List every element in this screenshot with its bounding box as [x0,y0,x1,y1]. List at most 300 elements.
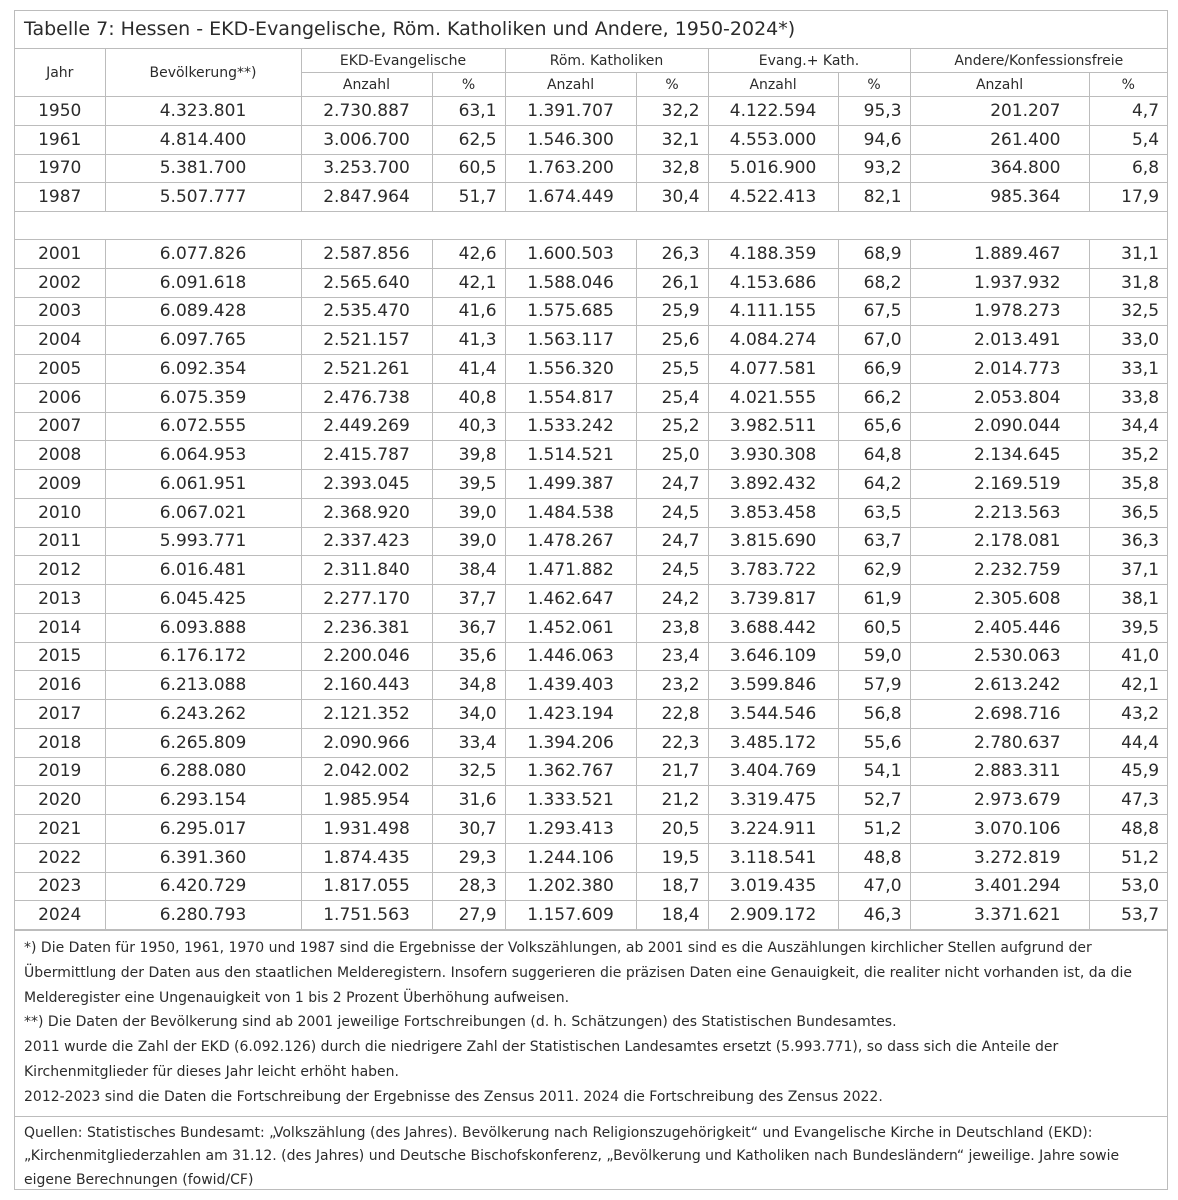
header-anzahl: Anzahl [708,73,838,97]
cell-jahr: 2022 [15,843,105,872]
cell-katholiken-percent: 32,8 [636,154,708,183]
cell-bevoelkerung: 6.077.826 [105,240,301,269]
cell-ekd-percent: 36,7 [432,613,505,642]
table-row [15,383,1167,412]
cell-evang-kath-anzahl: 4.111.155 [708,297,838,326]
cell-katholiken-anzahl: 1.471.882 [505,556,636,585]
cell-katholiken-percent: 18,4 [636,901,708,930]
cell-katholiken-anzahl: 1.499.387 [505,470,636,499]
cell-evang-kath-anzahl: 4.153.686 [708,268,838,297]
cell-andere-anzahl: 2.973.679 [910,786,1089,815]
cell-ekd-percent: 28,3 [432,872,505,901]
table-row [15,268,1167,297]
cell-evang-kath-anzahl: 3.815.690 [708,527,838,556]
cell-katholiken-percent: 23,2 [636,671,708,700]
cell-andere-anzahl: 1.889.467 [910,240,1089,269]
cell-katholiken-percent: 25,2 [636,412,708,441]
cell-evang-kath-percent: 64,8 [838,441,910,470]
cell-andere-percent: 33,8 [1089,383,1167,412]
cell-katholiken-percent: 22,8 [636,700,708,729]
cell-andere-percent: 53,7 [1089,901,1167,930]
cell-andere-anzahl: 3.371.621 [910,901,1089,930]
cell-evang-kath-anzahl: 4.188.359 [708,240,838,269]
cell-katholiken-percent: 20,5 [636,815,708,844]
cell-evang-kath-percent: 55,6 [838,728,910,757]
header-anzahl: Anzahl [910,73,1089,97]
cell-andere-anzahl: 2.014.773 [910,355,1089,384]
cell-jahr: 1950 [15,97,105,126]
cell-ekd-anzahl: 2.368.920 [301,498,432,527]
cell-evang-kath-percent: 67,5 [838,297,910,326]
cell-katholiken-percent: 24,5 [636,556,708,585]
cell-ekd-percent: 40,3 [432,412,505,441]
cell-andere-percent: 39,5 [1089,613,1167,642]
table-row [15,441,1167,470]
cell-jahr: 2011 [15,527,105,556]
table-row [15,613,1167,642]
cell-ekd-anzahl: 2.847.964 [301,183,432,212]
cell-andere-percent: 5,4 [1089,125,1167,154]
cell-andere-percent: 45,9 [1089,757,1167,786]
cell-andere-percent: 31,8 [1089,268,1167,297]
cell-evang-kath-anzahl: 3.224.911 [708,815,838,844]
cell-evang-kath-anzahl: 4.084.274 [708,326,838,355]
cell-ekd-anzahl: 2.476.738 [301,383,432,412]
cell-evang-kath-percent: 94,6 [838,125,910,154]
cell-bevoelkerung: 6.064.953 [105,441,301,470]
cell-jahr: 2010 [15,498,105,527]
cell-bevoelkerung: 6.072.555 [105,412,301,441]
table-row [15,355,1167,384]
cell-ekd-anzahl: 1.985.954 [301,786,432,815]
cell-katholiken-anzahl: 1.533.242 [505,412,636,441]
cell-evang-kath-percent: 56,8 [838,700,910,729]
cell-katholiken-percent: 24,7 [636,470,708,499]
cell-evang-kath-anzahl: 3.118.541 [708,843,838,872]
cell-andere-anzahl: 2.178.081 [910,527,1089,556]
cell-andere-percent: 36,3 [1089,527,1167,556]
cell-andere-anzahl: 2.213.563 [910,498,1089,527]
cell-ekd-percent: 40,8 [432,383,505,412]
cell-katholiken-anzahl: 1.362.767 [505,757,636,786]
cell-ekd-percent: 34,0 [432,700,505,729]
cell-katholiken-percent: 26,1 [636,268,708,297]
cell-andere-percent: 47,3 [1089,786,1167,815]
table-row [15,412,1167,441]
cell-katholiken-percent: 21,7 [636,757,708,786]
cell-andere-percent: 37,1 [1089,556,1167,585]
cell-andere-anzahl: 2.780.637 [910,728,1089,757]
cell-katholiken-percent: 25,9 [636,297,708,326]
cell-bevoelkerung: 6.280.793 [105,901,301,930]
header-group-andere: Andere/Konfessionsfreie [910,49,1167,73]
footnote: *) Die Daten für 1950, 1961, 1970 und 1987 sind die Ergebnisse der Volkszählungen, ab 2001 sind es die Auszählungen kirchlicher Stellen aufgrund der Übermittlung der Daten aus den staatlichen Melderegistern. Insofern suggerieren die präzisen Daten eine Genauigkeit, die realiter nicht vorhanden ist, da die Melderegister eine Ungenauigkeit von 1 bis 2 Prozent Überhöhung aufweisen. [24,940,1133,1006]
cell-bevoelkerung: 6.093.888 [105,613,301,642]
cell-evang-kath-anzahl: 3.688.442 [708,613,838,642]
cell-andere-anzahl: 261.400 [910,125,1089,154]
cell-evang-kath-anzahl: 3.319.475 [708,786,838,815]
cell-ekd-anzahl: 2.277.170 [301,585,432,614]
header-percent: % [636,73,708,97]
cell-andere-anzahl: 985.364 [910,183,1089,212]
cell-andere-anzahl: 3.272.819 [910,843,1089,872]
cell-ekd-anzahl: 1.817.055 [301,872,432,901]
cell-evang-kath-percent: 95,3 [838,97,910,126]
cell-jahr: 2001 [15,240,105,269]
cell-katholiken-anzahl: 1.423.194 [505,700,636,729]
cell-katholiken-anzahl: 1.391.707 [505,97,636,126]
cell-ekd-anzahl: 2.393.045 [301,470,432,499]
cell-andere-anzahl: 2.530.063 [910,642,1089,671]
header-jahr: Jahr [15,49,105,97]
cell-jahr: 2015 [15,642,105,671]
cell-bevoelkerung: 6.243.262 [105,700,301,729]
cell-ekd-percent: 38,4 [432,556,505,585]
cell-katholiken-percent: 24,5 [636,498,708,527]
cell-bevoelkerung: 6.293.154 [105,786,301,815]
table-row [15,700,1167,729]
cell-andere-percent: 6,8 [1089,154,1167,183]
separator-row [15,212,1167,240]
cell-katholiken-anzahl: 1.478.267 [505,527,636,556]
cell-katholiken-percent: 22,3 [636,728,708,757]
cell-katholiken-anzahl: 1.394.206 [505,728,636,757]
cell-jahr: 2019 [15,757,105,786]
cell-evang-kath-anzahl: 3.892.432 [708,470,838,499]
cell-ekd-anzahl: 2.587.856 [301,240,432,269]
cell-katholiken-anzahl: 1.333.521 [505,786,636,815]
cell-andere-anzahl: 2.405.446 [910,613,1089,642]
cell-katholiken-percent: 23,8 [636,613,708,642]
cell-andere-anzahl: 364.800 [910,154,1089,183]
table-row [15,671,1167,700]
cell-jahr: 2017 [15,700,105,729]
cell-andere-percent: 38,1 [1089,585,1167,614]
table-row [15,498,1167,527]
cell-katholiken-percent: 26,3 [636,240,708,269]
cell-ekd-percent: 41,6 [432,297,505,326]
cell-evang-kath-percent: 63,7 [838,527,910,556]
table-row [15,585,1167,614]
cell-evang-kath-percent: 51,2 [838,815,910,844]
cell-ekd-percent: 39,8 [432,441,505,470]
cell-evang-kath-anzahl: 4.553.000 [708,125,838,154]
header-group-ekd: EKD-Evangelische [301,49,505,73]
cell-andere-percent: 31,1 [1089,240,1167,269]
cell-ekd-anzahl: 2.337.423 [301,527,432,556]
cell-jahr: 2018 [15,728,105,757]
cell-evang-kath-anzahl: 3.485.172 [708,728,838,757]
cell-evang-kath-anzahl: 3.019.435 [708,872,838,901]
cell-katholiken-percent: 21,2 [636,786,708,815]
cell-evang-kath-percent: 57,9 [838,671,910,700]
cell-andere-anzahl: 3.401.294 [910,872,1089,901]
table-row [15,125,1167,154]
cell-evang-kath-percent: 61,9 [838,585,910,614]
cell-jahr: 1987 [15,183,105,212]
cell-andere-anzahl: 2.698.716 [910,700,1089,729]
cell-evang-kath-anzahl: 3.783.722 [708,556,838,585]
cell-bevoelkerung: 6.092.354 [105,355,301,384]
cell-bevoelkerung: 6.045.425 [105,585,301,614]
cell-ekd-anzahl: 2.730.887 [301,97,432,126]
cell-katholiken-anzahl: 1.600.503 [505,240,636,269]
cell-andere-anzahl: 3.070.106 [910,815,1089,844]
cell-ekd-anzahl: 2.042.002 [301,757,432,786]
cell-andere-percent: 41,0 [1089,642,1167,671]
cell-ekd-percent: 39,0 [432,527,505,556]
cell-evang-kath-anzahl: 4.021.555 [708,383,838,412]
cell-andere-percent: 33,0 [1089,326,1167,355]
cell-ekd-anzahl: 2.449.269 [301,412,432,441]
cell-katholiken-anzahl: 1.462.647 [505,585,636,614]
cell-jahr: 2004 [15,326,105,355]
cell-evang-kath-percent: 65,6 [838,412,910,441]
cell-katholiken-anzahl: 1.202.380 [505,872,636,901]
cell-katholiken-anzahl: 1.446.063 [505,642,636,671]
cell-katholiken-percent: 19,5 [636,843,708,872]
cell-evang-kath-anzahl: 3.646.109 [708,642,838,671]
cell-andere-percent: 34,4 [1089,412,1167,441]
cell-jahr: 2013 [15,585,105,614]
cell-ekd-percent: 51,7 [432,183,505,212]
cell-bevoelkerung: 6.213.088 [105,671,301,700]
cell-bevoelkerung: 4.814.400 [105,125,301,154]
cell-jahr: 2014 [15,613,105,642]
cell-andere-percent: 36,5 [1089,498,1167,527]
cell-evang-kath-anzahl: 2.909.172 [708,901,838,930]
cell-jahr: 2020 [15,786,105,815]
cell-evang-kath-anzahl: 4.522.413 [708,183,838,212]
cell-jahr: 1961 [15,125,105,154]
cell-bevoelkerung: 6.091.618 [105,268,301,297]
cell-ekd-percent: 27,9 [432,901,505,930]
cell-andere-percent: 43,2 [1089,700,1167,729]
cell-jahr: 2005 [15,355,105,384]
cell-andere-anzahl: 2.883.311 [910,757,1089,786]
cell-ekd-anzahl: 2.521.157 [301,326,432,355]
cell-evang-kath-percent: 68,2 [838,268,910,297]
table-row [15,97,1167,126]
cell-katholiken-anzahl: 1.575.685 [505,297,636,326]
cell-katholiken-anzahl: 1.546.300 [505,125,636,154]
cell-ekd-percent: 41,4 [432,355,505,384]
table-row [15,872,1167,901]
table-row [15,642,1167,671]
cell-ekd-anzahl: 2.090.966 [301,728,432,757]
cell-andere-anzahl: 2.090.044 [910,412,1089,441]
cell-bevoelkerung: 6.288.080 [105,757,301,786]
cell-andere-anzahl: 2.613.242 [910,671,1089,700]
cell-evang-kath-percent: 66,9 [838,355,910,384]
cell-bevoelkerung: 6.067.021 [105,498,301,527]
table-row [15,154,1167,183]
sources-note: Quellen: Statistisches Bundesamt: „Volkszählung (des Jahres). Bevölkerung nach Religionszugehörigkeit“ und Evangelische Kirche in Deutschland (EKD): „Kirchenmitgliederzahlen am 31.12. (des Jahres) und Deutsche Bischofskonferenz, „Bevölkerung und Katholiken nach Bundesländern“ jeweilige. Jahre sowie eigene Berechnungen (fowid/CF) [15,1116,1167,1198]
table-row [15,297,1167,326]
cell-katholiken-percent: 32,1 [636,125,708,154]
footnote: 2011 wurde die Zahl der EKD (6.092.126) durch die niedrigere Zahl der Statistischen Landesamtes ersetzt (5.993.771), so dass sich die Anteile der Kirchenmitglieder für dieses Jahr leicht erhöht haben. [24,1039,1059,1080]
cell-andere-anzahl: 1.978.273 [910,297,1089,326]
cell-jahr: 2016 [15,671,105,700]
cell-ekd-anzahl: 2.236.381 [301,613,432,642]
cell-evang-kath-percent: 82,1 [838,183,910,212]
cell-katholiken-anzahl: 1.439.403 [505,671,636,700]
cell-jahr: 2009 [15,470,105,499]
cell-ekd-percent: 63,1 [432,97,505,126]
cell-bevoelkerung: 6.420.729 [105,872,301,901]
cell-andere-anzahl: 2.232.759 [910,556,1089,585]
cell-evang-kath-anzahl: 5.016.900 [708,154,838,183]
cell-evang-kath-anzahl: 3.599.846 [708,671,838,700]
cell-evang-kath-percent: 63,5 [838,498,910,527]
cell-jahr: 2006 [15,383,105,412]
cell-evang-kath-percent: 48,8 [838,843,910,872]
cell-jahr: 2007 [15,412,105,441]
cell-andere-anzahl: 2.305.608 [910,585,1089,614]
table-row [15,901,1167,930]
cell-ekd-anzahl: 3.006.700 [301,125,432,154]
cell-katholiken-anzahl: 1.452.061 [505,613,636,642]
table-row [15,815,1167,844]
cell-andere-anzahl: 2.169.519 [910,470,1089,499]
cell-ekd-percent: 30,7 [432,815,505,844]
table-frame [14,10,1168,1190]
table-row [15,527,1167,556]
header-percent: % [1089,73,1167,97]
cell-bevoelkerung: 6.016.481 [105,556,301,585]
cell-jahr: 2021 [15,815,105,844]
cell-evang-kath-anzahl: 4.077.581 [708,355,838,384]
cell-ekd-anzahl: 3.253.700 [301,154,432,183]
cell-katholiken-anzahl: 1.674.449 [505,183,636,212]
header-percent: % [838,73,910,97]
cell-katholiken-percent: 25,0 [636,441,708,470]
header-group-evang-kath: Evang.+ Kath. [708,49,910,73]
cell-ekd-anzahl: 1.751.563 [301,901,432,930]
cell-ekd-percent: 39,5 [432,470,505,499]
cell-ekd-anzahl: 2.160.443 [301,671,432,700]
table-row [15,326,1167,355]
cell-ekd-percent: 39,0 [432,498,505,527]
cell-ekd-percent: 35,6 [432,642,505,671]
cell-jahr: 2012 [15,556,105,585]
footnote: **) Die Daten der Bevölkerung sind ab 2001 jeweilige Fortschreibungen (d. h. Schätzungen) des Statistischen Bundesamtes. [24,1014,897,1031]
cell-evang-kath-percent: 67,0 [838,326,910,355]
cell-katholiken-anzahl: 1.763.200 [505,154,636,183]
cell-andere-percent: 32,5 [1089,297,1167,326]
cell-katholiken-percent: 25,6 [636,326,708,355]
cell-katholiken-anzahl: 1.157.609 [505,901,636,930]
cell-bevoelkerung: 6.089.428 [105,297,301,326]
table-row [15,470,1167,499]
cell-katholiken-percent: 25,4 [636,383,708,412]
table-row [15,240,1167,269]
cell-andere-percent: 53,0 [1089,872,1167,901]
cell-ekd-anzahl: 2.121.352 [301,700,432,729]
cell-katholiken-percent: 18,7 [636,872,708,901]
cell-andere-anzahl: 2.013.491 [910,326,1089,355]
cell-bevoelkerung: 5.507.777 [105,183,301,212]
cell-evang-kath-percent: 64,2 [838,470,910,499]
cell-andere-percent: 42,1 [1089,671,1167,700]
cell-bevoelkerung: 6.391.360 [105,843,301,872]
cell-ekd-anzahl: 1.931.498 [301,815,432,844]
header-group-katholiken: Röm. Katholiken [505,49,708,73]
cell-andere-percent: 44,4 [1089,728,1167,757]
header-bevoelkerung: Bevölkerung**) [105,49,301,97]
cell-evang-kath-anzahl: 3.544.546 [708,700,838,729]
cell-katholiken-anzahl: 1.514.521 [505,441,636,470]
cell-andere-anzahl: 2.134.645 [910,441,1089,470]
cell-ekd-percent: 31,6 [432,786,505,815]
cell-evang-kath-percent: 93,2 [838,154,910,183]
cell-ekd-percent: 60,5 [432,154,505,183]
cell-jahr: 2023 [15,872,105,901]
cell-andere-percent: 17,9 [1089,183,1167,212]
cell-evang-kath-anzahl: 4.122.594 [708,97,838,126]
cell-katholiken-anzahl: 1.556.320 [505,355,636,384]
header-anzahl: Anzahl [301,73,432,97]
cell-katholiken-percent: 24,2 [636,585,708,614]
cell-jahr: 1970 [15,154,105,183]
cell-katholiken-percent: 24,7 [636,527,708,556]
cell-katholiken-anzahl: 1.554.817 [505,383,636,412]
cell-evang-kath-anzahl: 3.982.511 [708,412,838,441]
table-row [15,728,1167,757]
cell-bevoelkerung: 6.097.765 [105,326,301,355]
cell-evang-kath-percent: 46,3 [838,901,910,930]
cell-bevoelkerung: 6.265.809 [105,728,301,757]
header-anzahl: Anzahl [505,73,636,97]
cell-evang-kath-percent: 68,9 [838,240,910,269]
table-row [15,757,1167,786]
cell-bevoelkerung: 6.295.017 [105,815,301,844]
cell-evang-kath-percent: 47,0 [838,872,910,901]
cell-ekd-percent: 34,8 [432,671,505,700]
cell-ekd-percent: 62,5 [432,125,505,154]
cell-andere-percent: 35,2 [1089,441,1167,470]
footnote: 2012-2023 sind die Daten die Fortschreibung der Ergebnisse des Zensus 2011. 2024 die Fortschreibung des Zensus 2022. [24,1088,883,1105]
cell-ekd-anzahl: 2.311.840 [301,556,432,585]
cell-ekd-anzahl: 2.521.261 [301,355,432,384]
cell-bevoelkerung: 5.381.700 [105,154,301,183]
cell-jahr: 2003 [15,297,105,326]
data-table [15,49,1167,930]
cell-evang-kath-percent: 66,2 [838,383,910,412]
table-body [15,97,1167,930]
cell-ekd-percent: 29,3 [432,843,505,872]
cell-ekd-anzahl: 1.874.435 [301,843,432,872]
cell-ekd-anzahl: 2.415.787 [301,441,432,470]
cell-andere-anzahl: 201.207 [910,97,1089,126]
cell-andere-percent: 51,2 [1089,843,1167,872]
cell-katholiken-percent: 30,4 [636,183,708,212]
cell-katholiken-anzahl: 1.293.413 [505,815,636,844]
cell-katholiken-anzahl: 1.588.046 [505,268,636,297]
cell-evang-kath-percent: 60,5 [838,613,910,642]
cell-ekd-percent: 41,3 [432,326,505,355]
cell-katholiken-anzahl: 1.484.538 [505,498,636,527]
cell-evang-kath-percent: 59,0 [838,642,910,671]
footnotes [15,930,1167,1116]
cell-bevoelkerung: 6.061.951 [105,470,301,499]
cell-bevoelkerung: 6.075.359 [105,383,301,412]
cell-andere-anzahl: 1.937.932 [910,268,1089,297]
cell-andere-percent: 33,1 [1089,355,1167,384]
cell-ekd-percent: 37,7 [432,585,505,614]
cell-bevoelkerung: 5.993.771 [105,527,301,556]
table-row [15,786,1167,815]
